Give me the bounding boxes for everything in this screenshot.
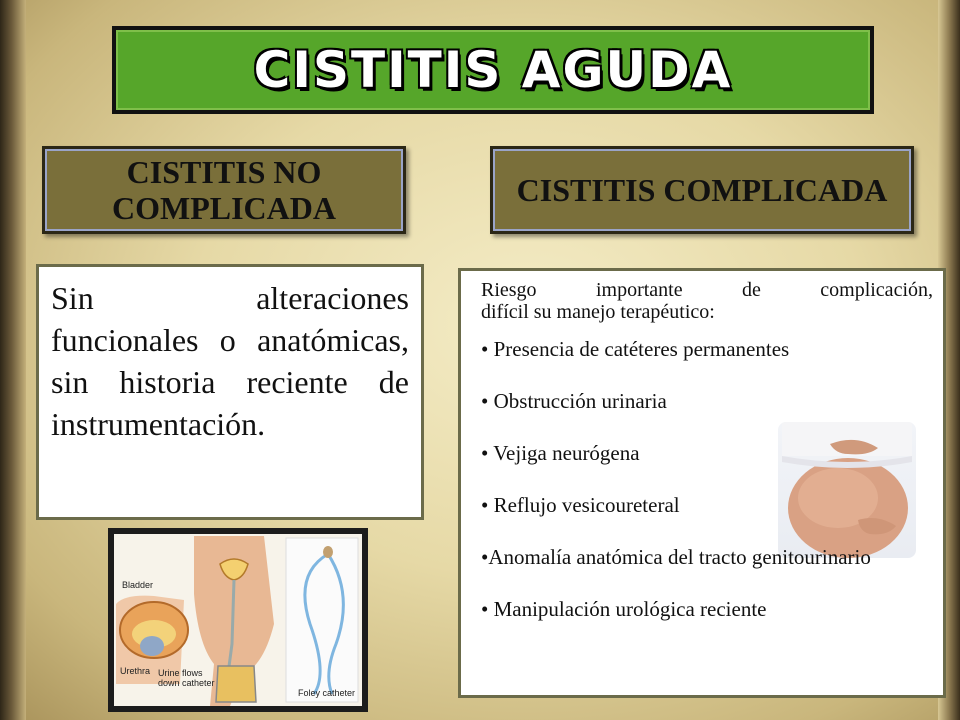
left-description: Sin alteraciones funcionales o anatómicas, sin historia reciente de instrumentación. [51, 280, 409, 442]
label-foley-catheter: Foley catheter [298, 688, 356, 698]
bullet-item: • Manipulación urológica reciente [481, 597, 767, 621]
label-bladder: Bladder [122, 580, 154, 590]
subheader-complicada [490, 146, 914, 234]
bullet-item: •Anomalía anatómica del tracto genitourinario [481, 545, 871, 569]
subheader-no-complicada [42, 146, 406, 234]
right-intro-line2: difícil su manejo terapéutico: [481, 301, 715, 323]
book-spine-left [0, 0, 26, 720]
label-urethra: Urethra [120, 666, 151, 676]
right-intro-line1: Riesgo importante de complicación, [481, 279, 933, 301]
bullet-item: • Obstrucción urinaria [481, 389, 667, 413]
label-down-catheter: down catheter [158, 678, 215, 688]
label-urine-flows: Urine flows [158, 668, 203, 678]
left-description-box [36, 264, 424, 520]
bullet-item: • Vejiga neurógena [481, 441, 640, 465]
catheter-diagram [108, 528, 368, 712]
right-intro [481, 279, 933, 323]
slide-title: CISTITIS AGUDA [253, 41, 733, 99]
subheader-left-text: CISTITIS NO COMPLICADA [112, 154, 336, 226]
bullet-item: • Reflujo vesicoureteral [481, 493, 680, 517]
catheter-illustration [114, 534, 362, 706]
bullet-item: • Presencia de catéteres permanentes [481, 337, 790, 361]
subheader-right-text: CISTITIS COMPLICADA [516, 172, 888, 208]
slide-title-box [112, 26, 874, 114]
